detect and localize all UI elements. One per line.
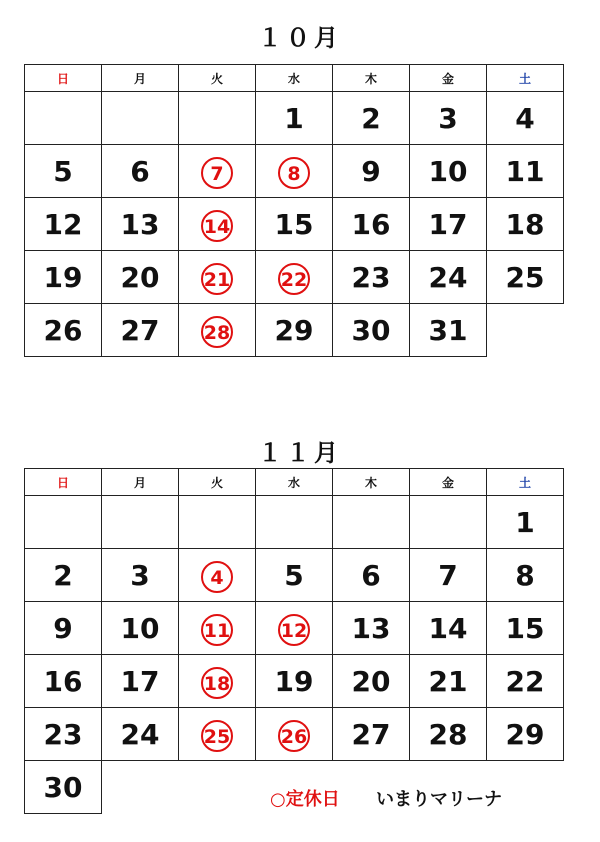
empty-day-cell bbox=[410, 496, 487, 549]
day-cell bbox=[487, 655, 564, 708]
day-cell bbox=[410, 198, 487, 251]
day-cell bbox=[102, 708, 179, 761]
month-title-november: １１月 bbox=[258, 439, 342, 467]
day-number: 20 bbox=[120, 260, 160, 294]
weekday-sat: 土 bbox=[487, 65, 564, 92]
day-number: 21 bbox=[428, 664, 468, 698]
day-number: 29 bbox=[274, 313, 314, 347]
day-cell bbox=[333, 549, 410, 602]
day-number: 24 bbox=[120, 717, 160, 751]
closed-day-number: 8 bbox=[278, 157, 310, 189]
day-cell bbox=[256, 145, 333, 198]
closed-day-number: 4 bbox=[201, 561, 233, 593]
day-cell bbox=[25, 602, 102, 655]
weekday-thu: 木 bbox=[333, 469, 410, 496]
day-number: 6 bbox=[130, 154, 150, 188]
day-cell bbox=[25, 304, 102, 357]
day-cell bbox=[487, 496, 564, 549]
weekday-thu: 木 bbox=[333, 65, 410, 92]
day-cell bbox=[487, 92, 564, 145]
day-number: 1 bbox=[515, 505, 535, 539]
week-row bbox=[25, 708, 564, 761]
day-cell bbox=[25, 198, 102, 251]
weekday-tue: 火 bbox=[179, 469, 256, 496]
closed-day-number: 18 bbox=[201, 667, 233, 699]
day-cell bbox=[256, 602, 333, 655]
day-number: 27 bbox=[120, 313, 160, 347]
empty-day-cell bbox=[179, 761, 256, 814]
day-number: 5 bbox=[284, 558, 304, 592]
empty-day-cell bbox=[333, 496, 410, 549]
day-number: 8 bbox=[515, 558, 535, 592]
day-number: 30 bbox=[351, 313, 391, 347]
day-cell bbox=[487, 602, 564, 655]
weekday-tue: 火 bbox=[179, 65, 256, 92]
day-number: 23 bbox=[43, 717, 83, 751]
week-row bbox=[25, 655, 564, 708]
day-cell bbox=[333, 304, 410, 357]
day-number: 9 bbox=[53, 611, 73, 645]
day-number: 31 bbox=[428, 313, 468, 347]
day-number: 13 bbox=[351, 611, 391, 645]
day-cell bbox=[179, 655, 256, 708]
day-number: 7 bbox=[438, 558, 458, 592]
closed-day-number: 7 bbox=[201, 157, 233, 189]
day-number: 6 bbox=[361, 558, 381, 592]
weekday-header-row bbox=[25, 65, 564, 92]
day-cell bbox=[410, 145, 487, 198]
day-cell bbox=[102, 251, 179, 304]
weekday-mon: 月 bbox=[102, 65, 179, 92]
weekday-fri: 金 bbox=[410, 469, 487, 496]
day-cell bbox=[25, 145, 102, 198]
day-number: 1 bbox=[284, 101, 304, 135]
day-cell bbox=[179, 251, 256, 304]
day-number: 10 bbox=[120, 611, 160, 645]
day-number: 30 bbox=[43, 770, 83, 804]
day-number: 24 bbox=[428, 260, 468, 294]
day-cell bbox=[333, 145, 410, 198]
day-cell bbox=[256, 198, 333, 251]
week-row bbox=[25, 251, 564, 304]
day-cell bbox=[410, 708, 487, 761]
day-cell bbox=[179, 198, 256, 251]
day-cell bbox=[410, 549, 487, 602]
day-cell bbox=[333, 198, 410, 251]
day-number: 23 bbox=[351, 260, 391, 294]
day-cell bbox=[410, 304, 487, 357]
day-number: 4 bbox=[515, 101, 535, 135]
day-cell bbox=[410, 251, 487, 304]
empty-day-cell bbox=[487, 304, 564, 357]
day-cell bbox=[102, 549, 179, 602]
day-cell bbox=[256, 655, 333, 708]
day-number: 19 bbox=[43, 260, 83, 294]
empty-day-cell bbox=[102, 92, 179, 145]
day-number: 3 bbox=[438, 101, 458, 135]
day-cell bbox=[179, 708, 256, 761]
day-cell bbox=[256, 304, 333, 357]
day-number: 27 bbox=[351, 717, 391, 751]
day-cell bbox=[102, 145, 179, 198]
day-number: 11 bbox=[505, 154, 545, 188]
day-number: 29 bbox=[505, 717, 545, 751]
day-cell bbox=[179, 549, 256, 602]
day-cell bbox=[410, 92, 487, 145]
day-cell bbox=[410, 655, 487, 708]
weekday-sat: 土 bbox=[487, 469, 564, 496]
closed-day-number: 14 bbox=[201, 210, 233, 242]
day-cell bbox=[25, 708, 102, 761]
day-cell bbox=[102, 304, 179, 357]
calendar-october bbox=[24, 64, 564, 357]
weekday-mon: 月 bbox=[102, 469, 179, 496]
day-number: 2 bbox=[53, 558, 73, 592]
day-cell bbox=[256, 92, 333, 145]
day-number: 17 bbox=[120, 664, 160, 698]
day-number: 15 bbox=[505, 611, 545, 645]
day-cell bbox=[487, 198, 564, 251]
closed-day-number: 12 bbox=[278, 614, 310, 646]
day-cell bbox=[487, 549, 564, 602]
closed-day-number: 22 bbox=[278, 263, 310, 295]
weekday-wed: 水 bbox=[256, 65, 333, 92]
day-cell bbox=[333, 92, 410, 145]
day-number: 13 bbox=[120, 207, 160, 241]
day-cell bbox=[487, 708, 564, 761]
closed-day-number: 28 bbox=[201, 316, 233, 348]
day-cell bbox=[333, 655, 410, 708]
day-cell bbox=[102, 655, 179, 708]
week-row bbox=[25, 145, 564, 198]
day-number: 19 bbox=[274, 664, 314, 698]
day-cell bbox=[25, 549, 102, 602]
week-row bbox=[25, 198, 564, 251]
day-number: 25 bbox=[505, 260, 545, 294]
empty-day-cell bbox=[102, 761, 179, 814]
week-row bbox=[25, 304, 564, 357]
day-number: 18 bbox=[505, 207, 545, 241]
day-number: 17 bbox=[428, 207, 468, 241]
empty-day-cell bbox=[179, 496, 256, 549]
empty-day-cell bbox=[256, 496, 333, 549]
week-row bbox=[25, 496, 564, 549]
week-row bbox=[25, 602, 564, 655]
day-cell bbox=[333, 251, 410, 304]
day-cell bbox=[179, 145, 256, 198]
weekday-sun: 日 bbox=[25, 469, 102, 496]
weekday-header-row bbox=[25, 469, 564, 496]
day-cell bbox=[256, 549, 333, 602]
calendar-november bbox=[24, 468, 564, 814]
day-cell bbox=[256, 251, 333, 304]
empty-day-cell bbox=[179, 92, 256, 145]
day-cell bbox=[25, 251, 102, 304]
day-number: 22 bbox=[505, 664, 545, 698]
day-cell bbox=[333, 602, 410, 655]
week-row bbox=[25, 549, 564, 602]
legend bbox=[270, 785, 502, 811]
day-cell bbox=[410, 602, 487, 655]
closed-day-number: 21 bbox=[201, 263, 233, 295]
day-cell bbox=[179, 602, 256, 655]
closed-day-number: 25 bbox=[201, 720, 233, 752]
day-cell bbox=[333, 708, 410, 761]
day-cell bbox=[102, 198, 179, 251]
empty-day-cell bbox=[25, 496, 102, 549]
empty-day-cell bbox=[102, 496, 179, 549]
legend-closed-day: ○定休日 bbox=[270, 789, 340, 810]
day-number: 28 bbox=[428, 717, 468, 751]
day-number: 14 bbox=[428, 611, 468, 645]
month-title-october: １０月 bbox=[258, 24, 342, 52]
day-number: 2 bbox=[361, 101, 381, 135]
day-number: 12 bbox=[43, 207, 83, 241]
day-number: 5 bbox=[53, 154, 73, 188]
day-cell bbox=[179, 304, 256, 357]
day-number: 15 bbox=[274, 207, 314, 241]
day-number: 9 bbox=[361, 154, 381, 188]
shop-name: いまりマリーナ bbox=[376, 789, 502, 810]
weekday-sun: 日 bbox=[25, 65, 102, 92]
closed-day-number: 26 bbox=[278, 720, 310, 752]
weekday-fri: 金 bbox=[410, 65, 487, 92]
weekday-wed: 水 bbox=[256, 469, 333, 496]
day-number: 20 bbox=[351, 664, 391, 698]
empty-day-cell bbox=[25, 92, 102, 145]
day-number: 26 bbox=[43, 313, 83, 347]
week-row bbox=[25, 92, 564, 145]
day-cell bbox=[25, 655, 102, 708]
day-cell bbox=[487, 145, 564, 198]
day-cell bbox=[102, 602, 179, 655]
day-cell bbox=[487, 251, 564, 304]
day-cell bbox=[256, 708, 333, 761]
day-number: 16 bbox=[43, 664, 83, 698]
day-number: 3 bbox=[130, 558, 150, 592]
day-cell bbox=[25, 761, 102, 814]
day-number: 10 bbox=[428, 154, 468, 188]
closed-day-number: 11 bbox=[201, 614, 233, 646]
day-number: 16 bbox=[351, 207, 391, 241]
